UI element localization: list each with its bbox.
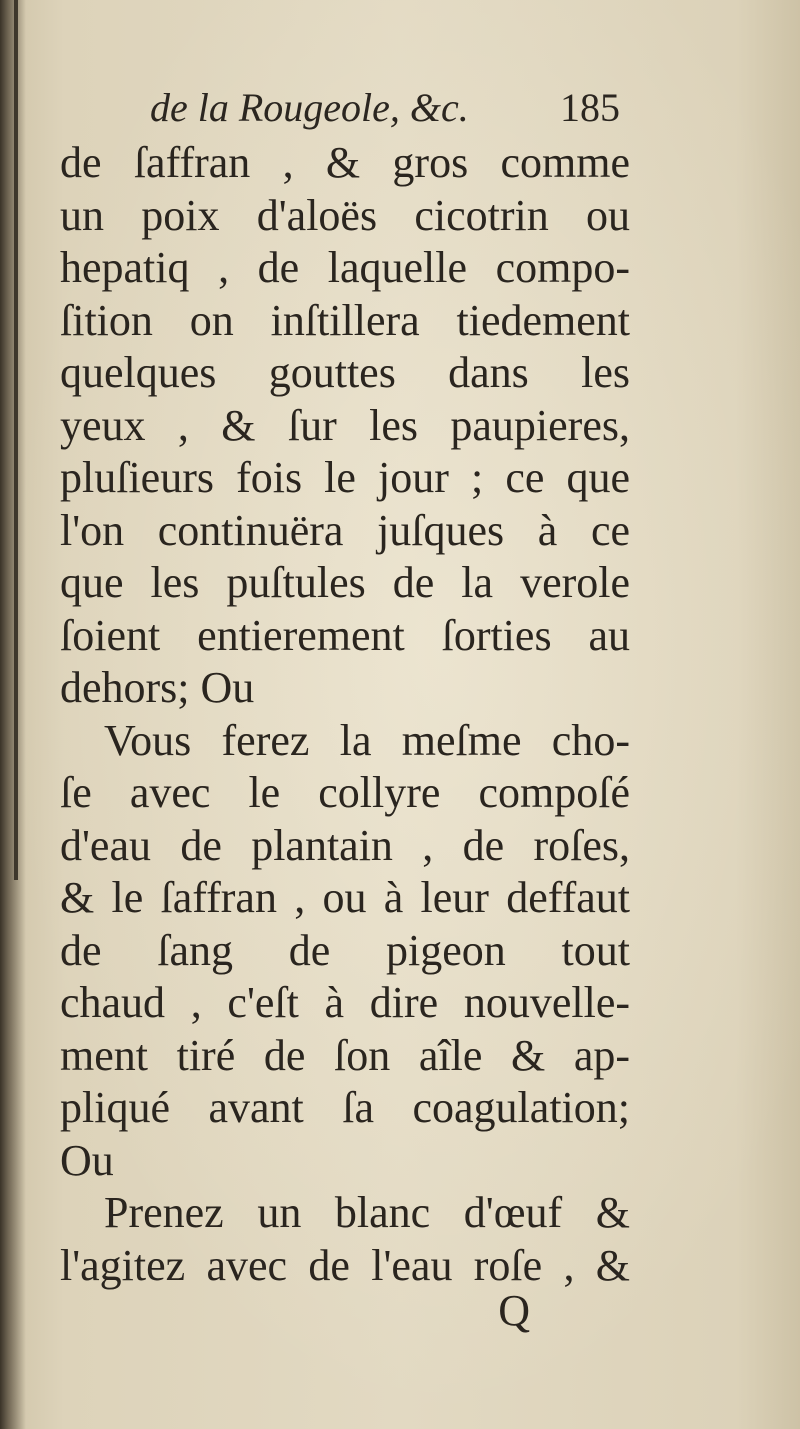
text-line: & le ſaffran , ou à leur deffaut bbox=[60, 873, 630, 922]
binding-edge bbox=[14, 0, 18, 880]
catchword: Q bbox=[498, 1286, 530, 1335]
text-line: l'agitez avec de l'eau roſe , & bbox=[60, 1240, 630, 1290]
text-line: que les puſtules de la verole bbox=[60, 558, 630, 607]
text-line: pliqué avant ſa coagulation; bbox=[60, 1083, 630, 1132]
text-line: dehors; Ou bbox=[60, 663, 255, 712]
text-line: un poix d'aloës cicotrin ou bbox=[60, 190, 630, 240]
text-line: l'on continuëra juſques à ce bbox=[60, 505, 630, 555]
text-line: ſe avec le collyre compoſé bbox=[60, 768, 630, 817]
text-line: chaud , c'eſt à dire nouvelle- bbox=[60, 978, 630, 1027]
text-line: de ſang de pigeon tout bbox=[60, 925, 630, 975]
running-head: de la Rougeole, &c. bbox=[150, 85, 469, 130]
text-line: ſoient entierement ſorties au bbox=[60, 610, 630, 660]
text-line: Vous ferez la meſme cho- bbox=[104, 715, 630, 765]
page-number: 185 bbox=[560, 85, 620, 130]
text-line: pluſieurs fois le jour ; ce que bbox=[60, 453, 630, 502]
body-text bbox=[60, 137, 630, 1292]
text-line: de ſaffran , & gros comme bbox=[60, 138, 630, 187]
text-line: ment tiré de ſon aîle & ap- bbox=[60, 1030, 630, 1080]
binding-shadow bbox=[0, 0, 26, 1429]
text-line: ſition on inſtillera tiedement bbox=[60, 295, 630, 345]
text-line: d'eau de plantain , de roſes, bbox=[60, 820, 630, 870]
text-line: Ou bbox=[60, 1135, 114, 1185]
text-line: yeux , & ſur les paupieres, bbox=[60, 400, 630, 450]
text-line: Prenez un blanc d'œuf & bbox=[104, 1188, 630, 1237]
text-line: hepatiq , de laquelle compo- bbox=[60, 243, 630, 292]
text-line: quelques gouttes dans les bbox=[60, 348, 630, 397]
